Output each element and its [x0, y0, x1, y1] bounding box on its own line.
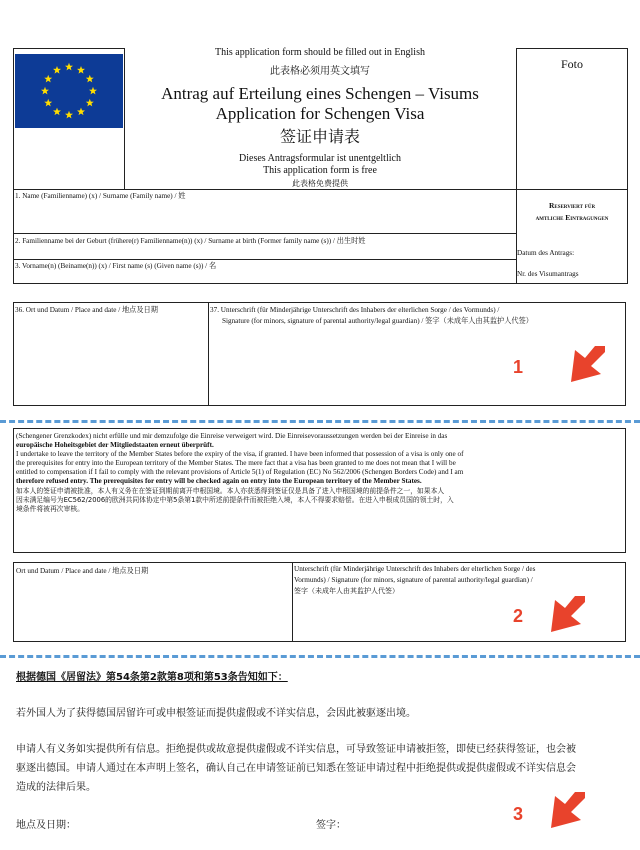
- photo-box[interactable]: [516, 48, 628, 190]
- eu-star-icon: [44, 75, 52, 83]
- eu-star-icon: [44, 99, 52, 107]
- marker-3: 3: [513, 804, 524, 824]
- arrow-1-icon: [565, 342, 607, 384]
- signature-37-line2: Signature (for minors, signature of parental authority/legal guardian) / 签字（未成年人由其监护人代签）: [222, 317, 533, 325]
- declaration-text: [16, 432, 624, 514]
- legal-heading: 根据德国《居留法》第54条第2款第8项和第53条告知如下：: [16, 672, 288, 683]
- legal-para-2: [16, 740, 626, 797]
- legal-para-2-line: 申请人有义务如实提供所有信息。拒绝提供或故意提供虚假或不详实信息，可导致签证申请被拒签，即使已经获得签证，也会被: [16, 744, 576, 755]
- signature-37-field[interactable]: [208, 330, 626, 406]
- free-de: Dieses Antragsformular ist unentgeltlich: [239, 153, 401, 164]
- notice-zh: 此表格必须用英文填写: [270, 66, 370, 77]
- official-heading-2: amtliche Eintragungen: [535, 213, 609, 222]
- place-date-2[interactable]: Ort und Datum / Place and date / 地点及日期: [16, 567, 149, 575]
- signature-2-line2: Vormunds) / Signature (for minors, signature of parental authority/legal guardian) /: [294, 576, 533, 584]
- signature-2-line3: 签字（未成年人由其监护人代签）: [294, 587, 399, 595]
- free-en: This application form is free: [263, 165, 377, 176]
- eu-star-icon: [65, 111, 73, 119]
- eu-flag: [15, 54, 123, 128]
- eu-stars-icon: [15, 54, 123, 128]
- eu-star-icon: [77, 108, 85, 116]
- field-first-name[interactable]: 3. Vorname(n) (Beiname(n)) (x) / First name (s) (Given name (s)) / 名: [15, 262, 217, 270]
- visa-number-label: Nr. des Visumantrags: [517, 270, 579, 278]
- eu-star-icon: [86, 75, 94, 83]
- arrow-2-icon: [545, 592, 587, 634]
- official-heading-1: Reserviert für: [548, 201, 596, 210]
- declaration-line: I undertake to leave the territory of the Member States before the expiry of the visa, if granted. I have been informed that possession of a visa is only one of: [16, 450, 464, 458]
- declaration-line: (Schengener Grenzkodex) nicht erfülle und mir demzufolge die Einreise verweigert wird. Die Einreisevoraussetzungen werden bei der Einreise in das: [16, 432, 448, 440]
- eu-star-icon: [89, 87, 97, 95]
- declaration-line: 如本人的签证申请被批准，本人有义务在在签证到期前离开申根国境。本人亦获悉得到签证仅是具备了进入申根国境的前提条件之一，如果本人: [16, 487, 445, 495]
- legal-para-2-line: 造成的法律后果。: [16, 782, 96, 793]
- declaration-line: europäische Hoheitsgebiet der Mitgliedstaaten erneut überprüft.: [16, 441, 214, 449]
- marker-1: 1: [513, 357, 524, 377]
- signature-37-line1: 37. Unterschrift (für Minderjährige Unterschrift des Inhabers der elterlichen Sorge / des Vormunds) /: [210, 306, 500, 314]
- declaration-line: 境条件将被再次审核。: [16, 505, 84, 513]
- eu-star-icon: [53, 108, 61, 116]
- marker-2: 2: [513, 606, 524, 626]
- legal-para-1: 若外国人为了获得德国居留许可或申根签证而提供虚假或不详实信息，会因此被驱逐出境。: [16, 708, 416, 719]
- declaration-line: entitled to compensation if I fail to comply with the relevant provisions of Article 5(1) of Regulation (EC) No 562/2006 (Schengen Borders Code) and I am: [16, 468, 464, 476]
- place-date-3[interactable]: 地点及日期：: [16, 820, 76, 831]
- eu-star-icon: [41, 87, 49, 95]
- declaration-line: the prerequisites for entry into the European territory of the Member States. The mere fact that a visa has been granted to me does not mean that I will be: [16, 459, 456, 467]
- separator-2: [0, 655, 640, 658]
- arrow-3-icon: [545, 788, 587, 830]
- declaration-line: 因未满足编号为EC562/2006的欧洲共同体协定中第5条第1款中所述前提条件而被拒绝入境，本人不得要求赔偿。在进入申根成员国的领土时，入: [16, 496, 454, 504]
- application-date-label: Datum des Antrags:: [517, 249, 575, 257]
- declaration-line: therefore refused entry. The prerequisites for entry will be checked again on entry into the European territory of the Member States.: [16, 477, 422, 485]
- title-zh: 签证申请表: [279, 127, 360, 146]
- title-en: Application for Schengen Visa: [215, 104, 425, 123]
- notice-en: This application form should be filled out in English: [215, 47, 425, 58]
- title-de: Antrag auf Erteilung eines Schengen – Visums: [161, 84, 479, 103]
- signature-3[interactable]: 签字：: [316, 820, 346, 831]
- eu-star-icon: [53, 66, 61, 74]
- field-surname-birth[interactable]: 2. Familienname bei der Geburt (frühere(r) Familienname(n)) (x) / Surname at birth (Former family name (s)) / 出生时姓: [15, 237, 366, 245]
- field-surname[interactable]: 1. Name (Familienname) (x) / Surname (Family name) / 姓: [15, 192, 186, 200]
- free-zh: 此表格免费提供: [292, 179, 348, 188]
- eu-star-icon: [65, 63, 73, 71]
- photo-label: Foto: [560, 57, 583, 71]
- signature-2-line1: Unterschrift (für Minderjährige Unterschrift des Inhabers der elterlichen Sorge / des: [294, 565, 536, 573]
- legal-para-2-line: 驱逐出德国。申请人通过在本声明上签名，确认自己在申请签证前已知悉在签证申请过程中拒绝提供或提供虚假或不详实信息会: [16, 763, 576, 774]
- place-date-36[interactable]: 36. Ort und Datum / Place and date / 地点及日期: [15, 306, 158, 314]
- separator-1: [0, 420, 640, 423]
- eu-star-icon: [77, 66, 85, 74]
- eu-star-icon: [86, 99, 94, 107]
